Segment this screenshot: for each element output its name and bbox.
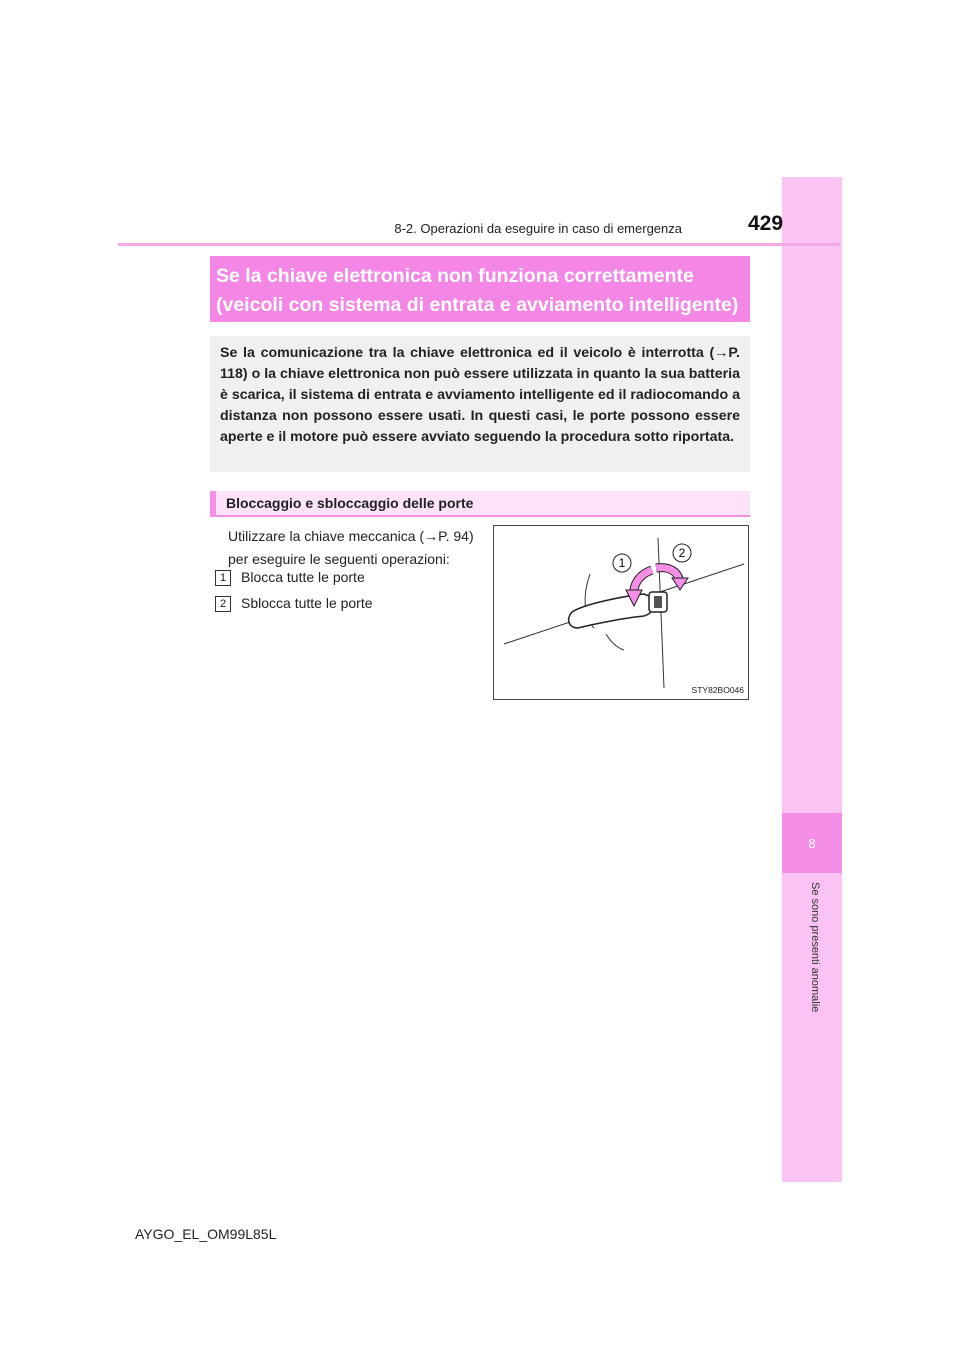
instruction-text: Utilizzare la chiave meccanica (→P. 94) per eseguire le seguenti operazioni:: [228, 528, 474, 567]
door-recess-line: [606, 634, 624, 650]
step-text: Blocca tutte le porte: [241, 569, 365, 585]
section-title-line1: Se la chiave elettronica non funziona correttamente: [216, 265, 694, 287]
header-rule: [118, 243, 840, 246]
page-number: 429: [748, 212, 784, 235]
footer-doc-code: AYGO_EL_OM99L85L: [135, 1226, 277, 1242]
door-handle: [569, 594, 655, 628]
step-item: [215, 569, 365, 586]
chapter-number: 8: [808, 835, 816, 851]
header-section-title: 8-2. Operazioni da eseguire in caso di emergenza: [394, 221, 682, 236]
step-number: 1: [215, 570, 231, 586]
section-title-line2: (veicoli con sistema di entrata e avviamento intelligente): [216, 294, 739, 316]
step-item: [215, 595, 373, 612]
door-edge-line: [658, 538, 664, 688]
chapter-tab: [782, 813, 842, 873]
intro-text: Se la comunicazione tra la chiave elettronica ed il veicolo è interrotta (→P. 118) o la chiave elettronica non può essere utilizzata in quanto la sua batteria è scarica, il sistema di entrata e avviamento intelligente ed il radiocomando a distanza non possono essere usati. In questi casi, le porte possono essere aperte e il motore può essere avviato seguendo la procedura sotto riportata.: [220, 345, 740, 445]
arrow-unlock-head: [672, 578, 688, 590]
chapter-label: Se sono presenti anomalie: [809, 882, 821, 1013]
key-slot: [654, 596, 662, 608]
subsection-title: Bloccaggio e sbloccaggio delle porte: [226, 495, 474, 511]
step-number: 2: [215, 596, 231, 612]
door-handle-illustration: [494, 526, 748, 699]
subsection-heading: [210, 491, 750, 517]
callout-1-label: 1: [618, 556, 626, 570]
callout-2-label: 2: [678, 546, 686, 560]
door-handle-figure: [493, 525, 749, 700]
section-banner: [210, 256, 750, 322]
step-text: Sblocca tutte le porte: [241, 595, 373, 611]
intro-box: [210, 336, 750, 472]
figure-code: STY82BO046: [691, 685, 744, 695]
